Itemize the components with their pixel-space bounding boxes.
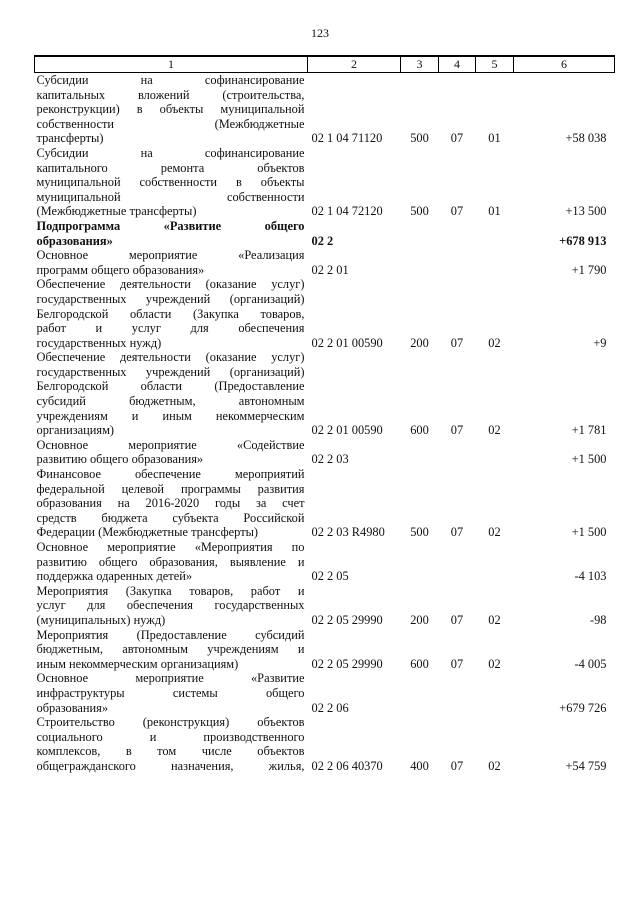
table-row bbox=[35, 540, 615, 584]
row-amount: -4 103 bbox=[574, 569, 607, 584]
description-line: Обеспечение деятельности (оказание услуг) bbox=[36, 350, 305, 365]
row-amount: +13 500 bbox=[565, 204, 607, 219]
row-col-4: 07 bbox=[450, 612, 464, 627]
row-code: 02 2 05 bbox=[311, 569, 349, 584]
description-line: (муниципальных) нужд) bbox=[36, 612, 166, 627]
table-row bbox=[35, 73, 615, 146]
row-col-5: 02 bbox=[488, 656, 501, 671]
description-line: федеральной целевой программы развития bbox=[36, 481, 305, 496]
description-line: (Межбюджетные трансферты) bbox=[36, 204, 197, 219]
row-code: 02 2 06 bbox=[311, 700, 349, 715]
row-description bbox=[35, 248, 308, 277]
row-col-3 bbox=[401, 540, 439, 584]
row-col-4 bbox=[439, 540, 476, 584]
row-col-4 bbox=[439, 248, 476, 277]
table-row bbox=[35, 467, 615, 540]
description-line: государственных нужд) bbox=[36, 335, 162, 350]
description-line: бюджетным, автономным учреждениям и bbox=[36, 642, 305, 657]
row-description bbox=[35, 73, 308, 146]
description-line: Мероприятия (Закупка товаров, работ и bbox=[36, 583, 305, 598]
row-col-3: 500 bbox=[410, 131, 429, 146]
table-header-row bbox=[35, 56, 615, 73]
row-col-4: 07 bbox=[450, 656, 464, 671]
description-line: Финансовое обеспечение мероприятий bbox=[36, 467, 305, 482]
description-line: работ и услуг для обеспечения bbox=[36, 321, 305, 336]
description-line: образования на 2016-2020 годы за счет bbox=[36, 496, 305, 511]
description-line: Основное мероприятие «Содействие bbox=[36, 437, 305, 452]
description-line: государственных учреждений (организаций) bbox=[36, 291, 305, 306]
row-amount: +1 790 bbox=[571, 262, 607, 277]
table-row bbox=[35, 277, 615, 350]
row-col-5: 02 bbox=[488, 525, 501, 540]
row-col-4: 07 bbox=[450, 525, 464, 540]
row-col-4: 07 bbox=[450, 758, 464, 773]
description-line: муниципальной собственности в объекты bbox=[36, 175, 305, 190]
header-col-4: 4 bbox=[439, 56, 476, 73]
row-code: 02 2 01 bbox=[311, 262, 349, 277]
header-col-6: 6 bbox=[514, 56, 615, 73]
row-col-3: 200 bbox=[410, 612, 429, 627]
description-line: иным некоммерческим организациям) bbox=[36, 656, 239, 671]
row-col-4 bbox=[439, 438, 476, 467]
description-line: образования» bbox=[36, 700, 109, 715]
table-row bbox=[35, 350, 615, 438]
description-line: инфраструктуры системы общего bbox=[36, 685, 305, 700]
description-line: Мероприятия (Предоставление субсидий bbox=[36, 627, 305, 642]
row-amount: +58 038 bbox=[565, 131, 607, 146]
description-line: Субсидии на софинансирование bbox=[36, 145, 305, 160]
table-row bbox=[35, 146, 615, 219]
row-amount: +54 759 bbox=[565, 758, 607, 773]
row-description bbox=[35, 628, 308, 672]
description-line: развитию общего образования» bbox=[36, 452, 204, 467]
row-col-5 bbox=[476, 540, 514, 584]
row-col-5: 02 bbox=[488, 423, 501, 438]
row-col-4 bbox=[439, 671, 476, 715]
description-line: Федерации (Межбюджетные трансферты) bbox=[36, 525, 259, 540]
description-line: комплексов, в том числе объектов bbox=[36, 744, 305, 759]
row-code: 02 1 04 71120 bbox=[311, 131, 383, 146]
description-line: собственности (Межбюджетные bbox=[36, 116, 305, 131]
table-row bbox=[35, 715, 615, 773]
row-col-3: 500 bbox=[410, 525, 429, 540]
description-line: Подпрограмма «Развитие общего bbox=[36, 218, 305, 233]
description-line: реконструкции) в объекты муниципальной bbox=[36, 102, 305, 117]
row-description bbox=[35, 584, 308, 628]
description-line: государственных учреждений (организаций) bbox=[36, 364, 305, 379]
description-line: трансферты) bbox=[36, 131, 104, 146]
row-description bbox=[35, 671, 308, 715]
row-col-3: 200 bbox=[410, 335, 429, 350]
description-line: капитальных вложений (строительства, bbox=[36, 87, 305, 102]
page-number: 123 bbox=[311, 26, 329, 40]
description-line: поддержка одаренных детей» bbox=[36, 569, 193, 584]
description-line: образования» bbox=[36, 233, 113, 248]
table-body bbox=[35, 73, 615, 774]
description-line: капитального ремонта объектов bbox=[36, 160, 305, 175]
row-amount: +1 500 bbox=[571, 525, 607, 540]
header-col-1: 1 bbox=[35, 56, 308, 73]
row-description bbox=[35, 438, 308, 467]
row-description bbox=[35, 540, 308, 584]
row-col-5: 02 bbox=[488, 758, 501, 773]
row-col-3 bbox=[401, 248, 439, 277]
description-line: общегражданского назначения, жилья, bbox=[36, 758, 305, 773]
row-code: 02 2 03 R4980 bbox=[311, 525, 385, 540]
row-code: 02 2 05 29990 bbox=[311, 612, 383, 627]
row-col-5 bbox=[476, 671, 514, 715]
row-col-5: 01 bbox=[488, 131, 501, 146]
table-row bbox=[35, 438, 615, 467]
row-col-4: 07 bbox=[450, 335, 464, 350]
table-row bbox=[35, 671, 615, 715]
row-col-3: 400 bbox=[410, 758, 429, 773]
description-line: Обеспечение деятельности (оказание услуг) bbox=[36, 277, 305, 292]
description-line: программ общего образования» bbox=[36, 262, 205, 277]
table-row bbox=[35, 584, 615, 628]
description-line: Белгородской области (Предоставление bbox=[36, 379, 305, 394]
row-amount: +678 913 bbox=[559, 233, 607, 248]
row-code: 02 2 05 29990 bbox=[311, 656, 383, 671]
row-description bbox=[35, 219, 308, 248]
table-row bbox=[35, 219, 615, 248]
description-line: Основное мероприятие «Реализация bbox=[36, 248, 305, 263]
description-line: Основное мероприятие «Мероприятия по bbox=[36, 540, 305, 554]
description-line: Белгородской области (Закупка товаров, bbox=[36, 306, 305, 321]
description-line: развитию общего образования, выявление и bbox=[36, 554, 305, 569]
row-amount: -98 bbox=[589, 612, 607, 627]
row-col-3: 500 bbox=[410, 204, 429, 219]
row-code: 02 2 03 bbox=[311, 452, 349, 467]
row-amount: +9 bbox=[593, 335, 607, 350]
description-line: социального и производственного bbox=[36, 729, 305, 744]
row-description bbox=[35, 715, 308, 773]
row-col-3 bbox=[401, 438, 439, 467]
description-line: муниципальной собственности bbox=[36, 189, 305, 204]
table-row bbox=[35, 248, 615, 277]
header-col-5: 5 bbox=[476, 56, 514, 73]
row-amount: -4 005 bbox=[574, 656, 607, 671]
description-line: Строительство (реконструкция) объектов bbox=[36, 715, 305, 730]
description-line: услуг для обеспечения государственных bbox=[36, 598, 305, 613]
row-col-4: 07 bbox=[450, 204, 464, 219]
row-col-4: 07 bbox=[450, 423, 464, 438]
description-line: средств бюджета субъекта Российской bbox=[36, 510, 305, 525]
row-col-3 bbox=[401, 219, 439, 248]
row-col-5: 01 bbox=[488, 204, 501, 219]
description-line: учреждениям и иным некоммерческим bbox=[36, 408, 305, 423]
description-line: организациям) bbox=[36, 423, 115, 438]
row-code: 02 2 06 40370 bbox=[311, 758, 383, 773]
description-line: Основное мероприятие «Развитие bbox=[36, 671, 305, 686]
budget-table bbox=[34, 55, 615, 774]
row-col-3 bbox=[401, 671, 439, 715]
row-col-5 bbox=[476, 438, 514, 467]
row-code: 02 2 bbox=[311, 233, 334, 248]
description-line: Субсидии на софинансирование bbox=[36, 73, 305, 87]
header-col-3: 3 bbox=[401, 56, 439, 73]
row-code: 02 2 01 00590 bbox=[311, 335, 383, 350]
row-code: 02 2 01 00590 bbox=[311, 423, 383, 438]
row-description bbox=[35, 467, 308, 540]
table-row bbox=[35, 628, 615, 672]
row-description bbox=[35, 277, 308, 350]
row-amount: +1 500 bbox=[571, 452, 607, 467]
row-col-3: 600 bbox=[410, 423, 429, 438]
description-line: субсидий бюджетным, автономным bbox=[36, 394, 305, 409]
row-col-3: 600 bbox=[410, 656, 429, 671]
header-col-2: 2 bbox=[308, 56, 401, 73]
row-description bbox=[35, 350, 308, 438]
row-col-5: 02 bbox=[488, 612, 501, 627]
row-col-5 bbox=[476, 219, 514, 248]
row-col-4 bbox=[439, 219, 476, 248]
row-col-5 bbox=[476, 248, 514, 277]
row-col-5: 02 bbox=[488, 335, 501, 350]
row-col-4: 07 bbox=[450, 131, 464, 146]
row-description bbox=[35, 146, 308, 219]
row-amount: +1 781 bbox=[571, 423, 607, 438]
row-amount: +679 726 bbox=[559, 700, 607, 715]
row-code: 02 1 04 72120 bbox=[311, 204, 383, 219]
